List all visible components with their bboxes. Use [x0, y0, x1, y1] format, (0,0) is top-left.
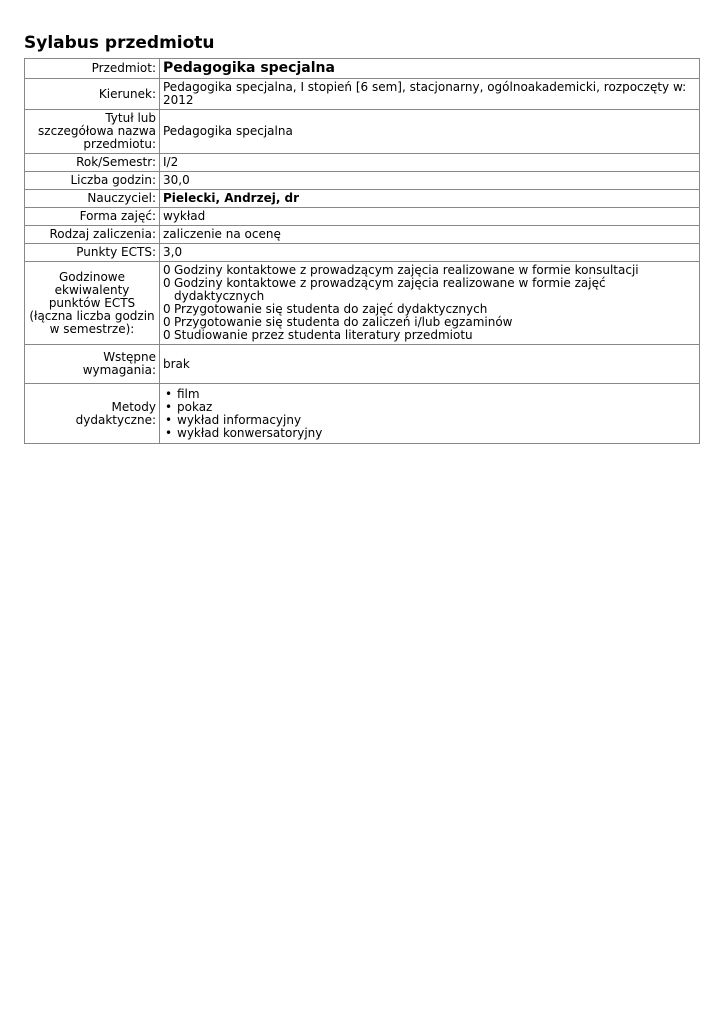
value-rok: I/2: [160, 154, 700, 172]
value-zaliczenie: zaliczenie na ocenę: [160, 226, 700, 244]
value-ects: 3,0: [160, 244, 700, 262]
hours-text: Przygotowanie się studenta do zaliczeń i/lub egzaminów: [174, 315, 513, 329]
label-godziny: Liczba godzin:: [25, 172, 160, 190]
methods-cell: [160, 384, 700, 444]
hours-item: [163, 277, 696, 303]
label-wymagania: Wstępne wymagania:: [25, 345, 160, 384]
row-kierunek: [25, 79, 700, 110]
hours-text: Godziny kontaktowe z prowadzącym zajęcia realizowane w formie konsultacji: [174, 263, 639, 277]
label-ekwiwalenty: Godzinowe ekwiwalenty punktów ECTS (łączna liczba godzin w semestrze):: [25, 262, 160, 345]
row-forma: [25, 208, 700, 226]
row-nauczyciel: [25, 190, 700, 208]
value-przedmiot: Pedagogika specjalna: [160, 59, 700, 79]
list-item: • film: [163, 388, 696, 401]
label-ects: Punkty ECTS:: [25, 244, 160, 262]
list-item: • pokaz: [163, 401, 696, 414]
hours-text: Przygotowanie się studenta do zajęć dydaktycznych: [174, 302, 488, 316]
page-title: Sylabus przedmiotu: [24, 33, 215, 53]
label-nauczyciel: Nauczyciel:: [25, 190, 160, 208]
label-zaliczenie: Rodzaj zaliczenia:: [25, 226, 160, 244]
row-metody: [25, 384, 700, 444]
label-rok: Rok/Semestr:: [25, 154, 160, 172]
label-metody: Metody dydaktyczne:: [25, 384, 160, 444]
hours-text: Godziny kontaktowe z prowadzącym zajęcia realizowane w formie zajęć dydaktycznych: [174, 276, 606, 303]
list-item: • wykład informacyjny: [163, 414, 696, 427]
label-tytul: Tytuł lub szczegółowa nazwa przedmiotu:: [25, 110, 160, 154]
row-godziny: [25, 172, 700, 190]
hours-value: 0: [163, 276, 171, 290]
value-godziny: 30,0: [160, 172, 700, 190]
syllabus-table: [24, 58, 700, 444]
row-rok: [25, 154, 700, 172]
label-kierunek: Kierunek:: [25, 79, 160, 110]
hours-item: [163, 329, 696, 342]
row-ects: [25, 244, 700, 262]
value-nauczyciel: Pielecki, Andrzej, dr: [160, 190, 700, 208]
list-item: • wykład konwersatoryjny: [163, 427, 696, 440]
label-forma: Forma zajęć:: [25, 208, 160, 226]
hours-value: 0: [163, 263, 171, 277]
value-forma: wykład: [160, 208, 700, 226]
value-tytul: Pedagogika specjalna: [160, 110, 700, 154]
value-wymagania: brak: [160, 345, 700, 384]
methods-list: [163, 388, 696, 440]
row-zaliczenie: [25, 226, 700, 244]
hours-list: [160, 262, 700, 345]
row-ekwiwalenty: [25, 262, 700, 345]
row-tytul: [25, 110, 700, 154]
label-przedmiot: Przedmiot:: [25, 59, 160, 79]
row-przedmiot: [25, 59, 700, 79]
hours-text: Studiowanie przez studenta literatury przedmiotu: [174, 328, 473, 342]
hours-value: 0: [163, 328, 171, 342]
hours-value: 0: [163, 302, 171, 316]
row-wymagania: [25, 345, 700, 384]
hours-value: 0: [163, 315, 171, 329]
value-kierunek: Pedagogika specjalna, I stopień [6 sem], stacjonarny, ogólnoakademicki, rozpoczęty w: 2012: [160, 79, 700, 110]
